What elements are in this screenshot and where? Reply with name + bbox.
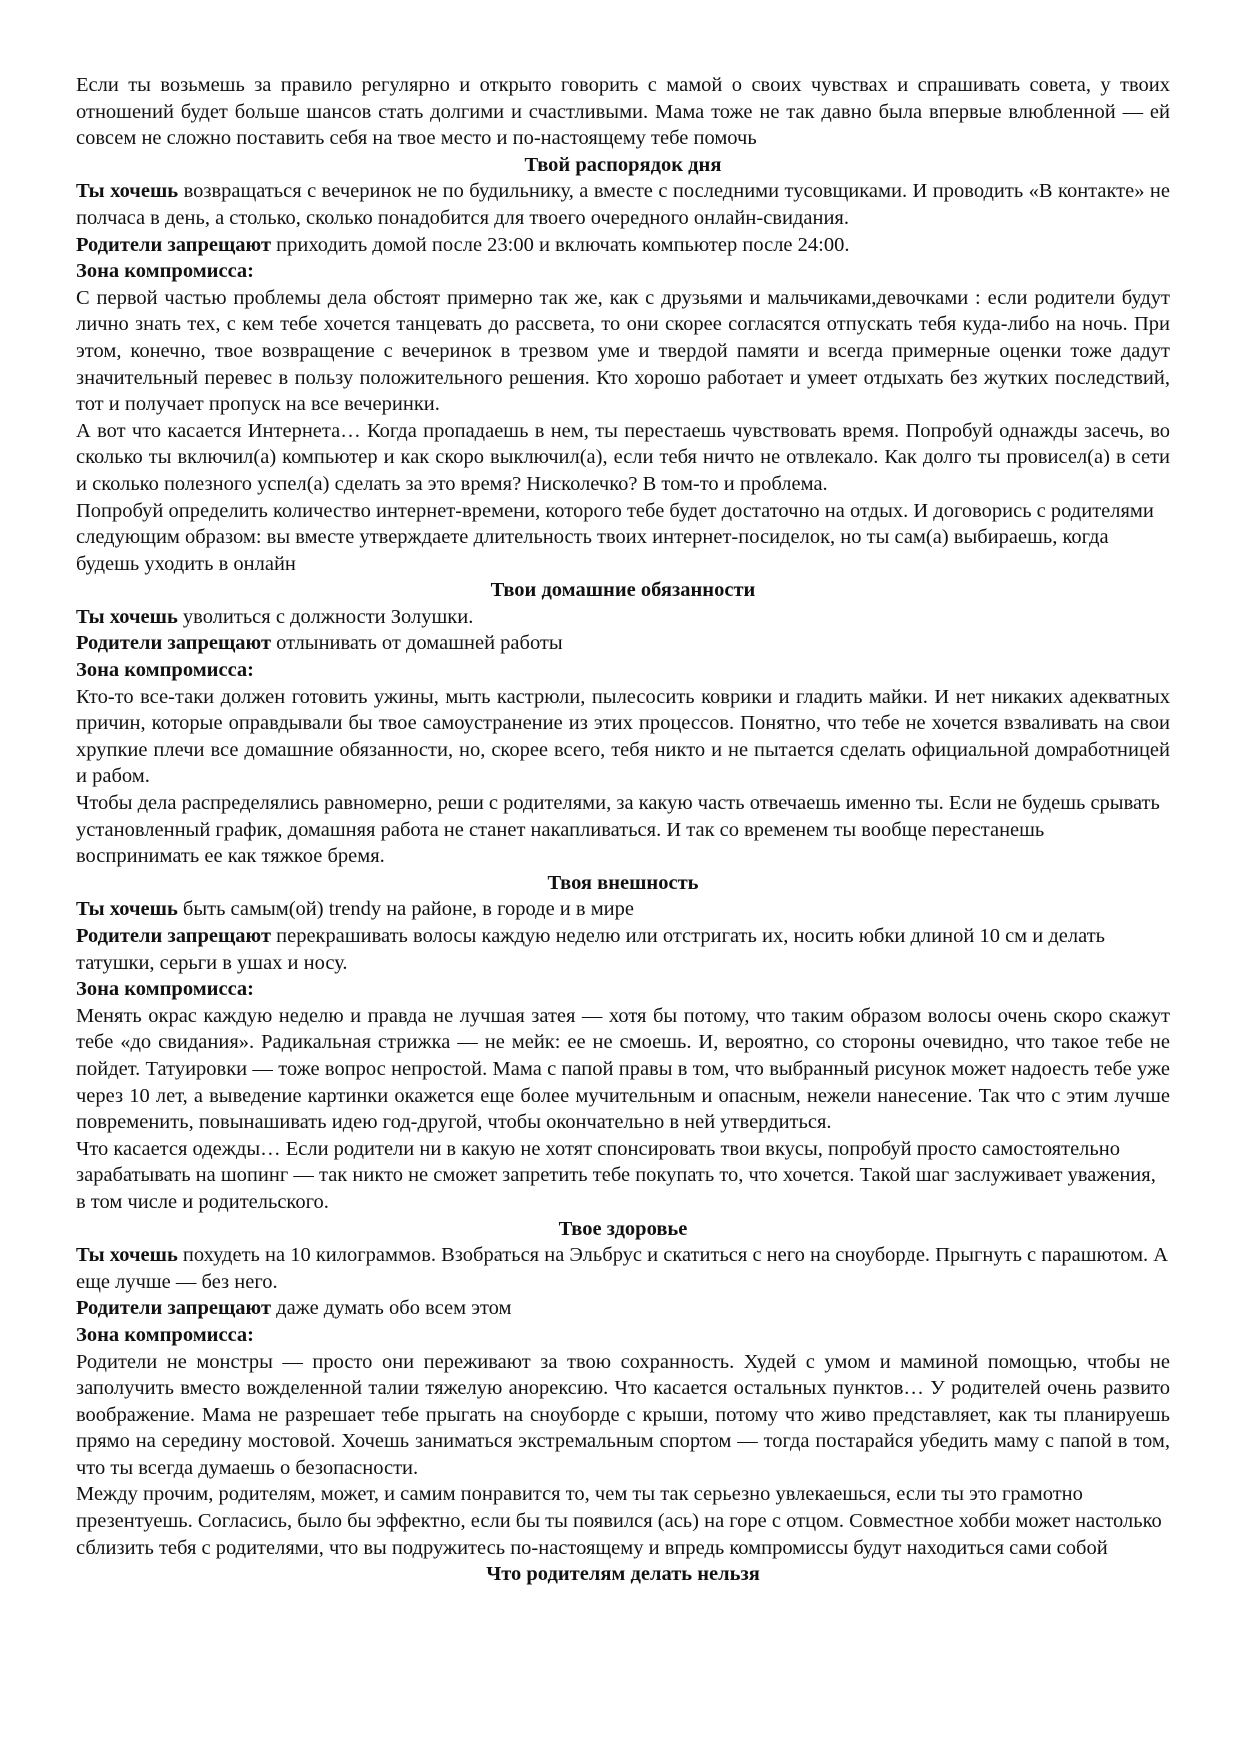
forbid-line — [76, 232, 1170, 259]
final-heading: Что родителям делать нельзя — [486, 1563, 760, 1586]
section-appearance — [76, 870, 1170, 1216]
want-label: Ты хочешь — [76, 605, 178, 628]
want-line — [76, 1242, 1170, 1295]
want-text: похудеть на 10 килограммов. Взобраться на Эльбрус и скатиться с него на сноуборде. Прыгнуть с парашютом. А еще лучше — без него. — [76, 1244, 1169, 1293]
section-daily-routine — [76, 152, 1170, 578]
body-paragraph: Кто-то все-таки должен готовить ужины, мыть кастрюли, пылесосить коврики и гладить майки. И нет никаких адекватных причин, которые оправдывали бы твое самоустранение из этих процессов. Понятно, что тебе не хочется взваливать на свои хрупкие плечи все домашние обязанности, но, скорее всего, тебя никто и не пытается сделать официальной домработницей и рабом. — [76, 685, 1170, 788]
forbid-text: перекрашивать волосы каждую неделю или отстригать их, носить юбки длиной 10 см и делать татушки, серьги в ушах и носу. — [76, 925, 1105, 974]
section-title: Твои домашние обязанности — [490, 579, 756, 602]
forbid-label: Родители запрещают — [76, 1297, 272, 1320]
section-title: Твое здоровье — [558, 1217, 688, 1240]
forbid-text: даже думать обо всем этом — [271, 1297, 512, 1320]
forbid-text: отлынивать от домашней работы — [271, 632, 563, 655]
section-title: Твой распорядок дня — [524, 153, 722, 176]
body-paragraph: Родители не монстры — просто они переживают за твою сохранность. Худей с умом и маминой помощью, чтобы не заполучить вместо вожделенной талии тяжелую анорексию. Что касается остальных пунктов… У родителей очень развито воображение. Мама не разрешает тебе прыгать на сноуборде с крыши, потому что живо представляет, как ты планируешь прямо на середину мостовой. Хочешь заниматься экстремальным спортом — тогда постарайся убедить маму с папой в том, что ты всегда думаешь о безопасности. — [76, 1350, 1170, 1479]
section-health — [76, 1216, 1170, 1562]
compromise-label: Зона компромисса: — [76, 978, 254, 1001]
want-label: Ты хочешь — [76, 898, 178, 921]
forbid-line — [76, 923, 1170, 976]
forbid-label: Родители запрещают — [76, 632, 272, 655]
forbid-line — [76, 1295, 1170, 1322]
want-line — [76, 896, 1170, 923]
body-paragraph: Чтобы дела распределялись равномерно, реши с родителями, за какую часть отвечаешь именно ты. Если не будешь срывать установленный график, домашняя работа не станет накапливаться. И так со временем ты вообще перестанешь воспринимать ее как тяжкое бремя. — [76, 792, 1160, 868]
body-paragraph: Попробуй определить количество интернет-времени, которого тебе будет достаточно на отдых. И договорись с родителями следующим образом: вы вместе утверждаете длительность твоих интернет-посиделок, но ты сам(а) выбираешь, когда будешь уходить в онлайн — [76, 499, 1154, 575]
document-page — [76, 72, 1170, 1588]
body-paragraph: Между прочим, родителям, может, и самим понравится то, чем ты так серьезно увлекаешься, если ты это грамотно презентуешь. Согласись, было бы эффектно, если бы ты появился (ась) на горе с отцом. Совместное хобби может настолько сблизить тебя с родителями, что вы подружитесь по-настоящему и впредь компромиссы будут находиться сами собой — [76, 1483, 1162, 1559]
want-text: уволиться с должности Золушки. — [177, 605, 474, 628]
body-paragraph: Что касается одежды… Если родители ни в какую не хотят спонсировать твои вкусы, попробуй просто самостоятельно зарабатывать на шопинг — так никто не сможет запретить тебе покупать то, что хочется. Такой шаг заслуживает уважения, в том числе и родительского. — [76, 1137, 1156, 1213]
forbid-line — [76, 630, 1170, 657]
forbid-label: Родители запрещают — [76, 233, 272, 256]
compromise-label: Зона компромисса: — [76, 659, 254, 682]
want-line — [76, 604, 1170, 631]
section-household-duties — [76, 577, 1170, 870]
intro-paragraph: Если ты возьмешь за правило регулярно и открыто говорить с мамой о своих чувствах и спрашивать совета, у твоих отношений будет больше шансов стать долгими и счастливыми. Мама тоже не так давно была впервые влюбленной — ей совсем не сложно поставить себя на твое место и по-настоящему тебе помочь — [76, 74, 1170, 150]
body-paragraph: А вот что касается Интернета… Когда пропадаешь в нем, ты перестаешь чувствовать время. Попробуй однажды засечь, во сколько ты включил(а) компьютер и как скоро выключил(а), если тебя ничто не отвлекало. Как долго ты провисел(а) в сети и сколько полезного успел(а) сделать за это время? Нисколечко? В том-то и проблема. — [76, 419, 1170, 495]
forbid-label: Родители запрещают — [76, 925, 272, 947]
section-title: Твоя внешность — [547, 871, 699, 894]
want-text: возвращаться с вечеринок не по будильнику, а вместе с последними тусовщиками. И проводить «В контакте» не полчаса в день, а столько, сколько понадобится для твоего очередного онлайн-свидания. — [76, 180, 1170, 229]
compromise-label: Зона компромисса: — [76, 1323, 254, 1346]
forbid-text: приходить домой после 23:00 и включать компьютер после 24:00. — [271, 233, 850, 256]
want-line — [76, 178, 1170, 231]
body-paragraph: Менять окрас каждую неделю и правда не лучшая затея — хотя бы потому, что таким образом волосы очень скоро скажут тебе «до свидания». Радикальная стрижка — не мейк: ее не смоешь. И, вероятно, со стороны очевидно, что такое тебе не пойдет. Татуировки — тоже вопрос непростой. Мама с папой правы в том, что выбранный рисунок может надоесть тебе уже через 10 лет, а выведение картинки окажется еще более мучительным и опасным, нежели нанесение. Так что с этим лучше повременить, повынашивать идею год-другой, чтобы окончательно в ней утвердиться. — [76, 1004, 1170, 1134]
want-label: Ты хочешь — [76, 1244, 178, 1267]
compromise-label: Зона компромисса: — [76, 260, 254, 283]
want-label: Ты хочешь — [76, 180, 179, 203]
want-text: быть самым(ой) trendy на районе, в городе и в мире — [177, 898, 634, 921]
body-paragraph: С первой частью проблемы дела обстоят примерно так же, как с друзьями и мальчиками,девочками : если родители будут лично знать тех, с кем тебе хочется танцевать до рассвета, то они скорее согласятся отпускать тебя куда-либо на ночь. При этом, конечно, твое возвращение с вечеринок в трезвом уме и твердой памяти и всегда примерные оценки тоже дадут значительный перевес в пользу положительного решения. Кто хорошо работает и умеет отдыхать без жутких последствий, тот и получает пропуск на все вечеринки. — [76, 286, 1170, 416]
